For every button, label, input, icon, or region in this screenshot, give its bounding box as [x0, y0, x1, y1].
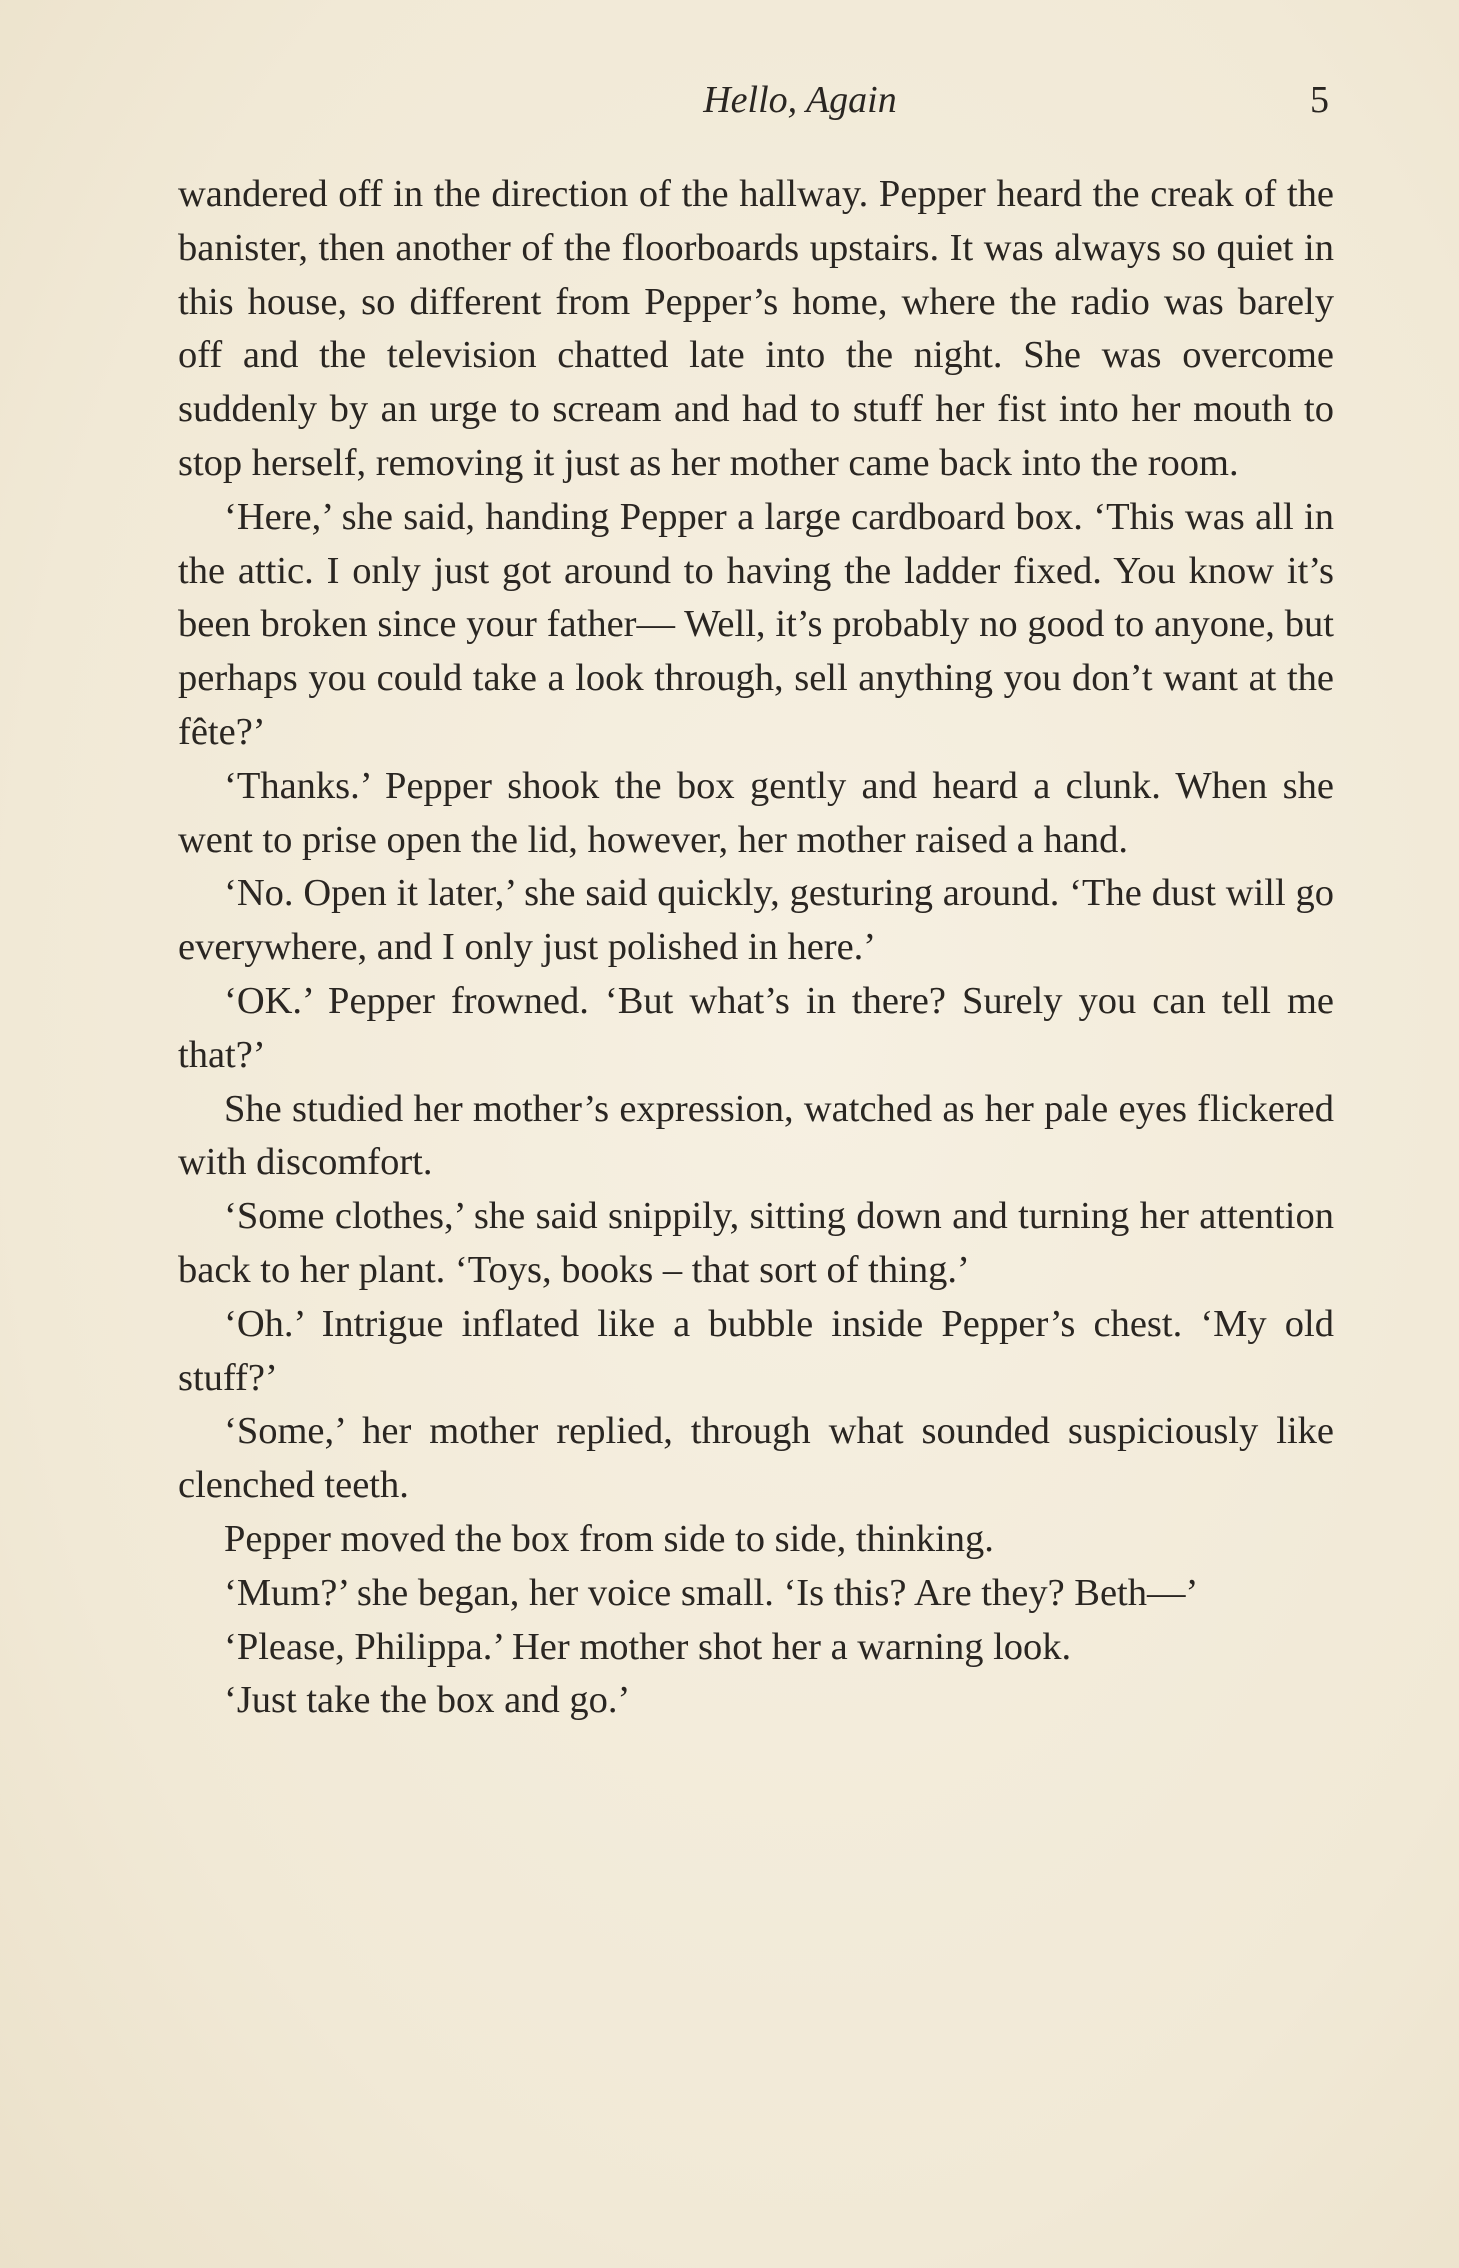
paragraph: ‘Mum?’ she began, her voice small. ‘Is this? Are they? Beth—’	[224, 1571, 1199, 1614]
paragraph: ‘Thanks.’ Pepper shook the box gently and heard a clunk. When she went to prise open the lid, however, her mother raised a hand.	[178, 764, 1334, 861]
running-title: Hello, Again	[703, 79, 897, 121]
paragraph: ‘OK.’ Pepper frowned. ‘But what’s in there? Surely you can tell me that?’	[178, 979, 1334, 1076]
paragraph: wandered off in the direction of the hallway. Pepper heard the creak of the banister, then another of the floorboards upstairs. It was always so quiet in this house, so different from Pepper’s home, where the radio was barely off and the television chatted late into the night. She was overcome suddenly by an urge to scream and had to stuff her fist into her mouth to stop herself, removing it just as her mother came back into the room.	[178, 173, 1334, 484]
paragraph: ‘Here,’ she said, handing Pepper a large cardboard box. ‘This was all in the attic. I only just got around to having the ladder fixed. You know it’s been broken since your father— Well, it’s probably no good to anyone, but perhaps you could take a look through, sell anything you don’t want at the fête?’	[178, 495, 1334, 753]
paragraph: She studied her mother’s expression, watched as her pale eyes flickered with discomfort.	[178, 1087, 1334, 1184]
body-text	[178, 168, 1334, 1728]
paragraph: ‘Some clothes,’ she said snippily, sitting down and turning her attention back to her plant. ‘Toys, books – that sort of thing.’	[178, 1195, 1334, 1291]
paragraph: ‘No. Open it later,’ she said quickly, gesturing around. ‘The dust will go everywhere, and I only just polished in here.’	[178, 872, 1334, 969]
running-head	[0, 78, 1459, 138]
paragraph: ‘Oh.’ Intrigue inflated like a bubble inside Pepper’s chest. ‘My old stuff?’	[178, 1302, 1334, 1399]
paragraph: Pepper moved the box from side to side, thinking.	[224, 1517, 994, 1560]
paragraph: ‘Some,’ her mother replied, through what sounded suspiciously like clenched teeth.	[178, 1410, 1334, 1507]
paragraph: ‘Just take the box and go.’	[224, 1679, 631, 1722]
paragraph: ‘Please, Philippa.’ Her mother shot her a warning look.	[224, 1625, 1072, 1668]
page-number: 5	[1310, 79, 1329, 121]
